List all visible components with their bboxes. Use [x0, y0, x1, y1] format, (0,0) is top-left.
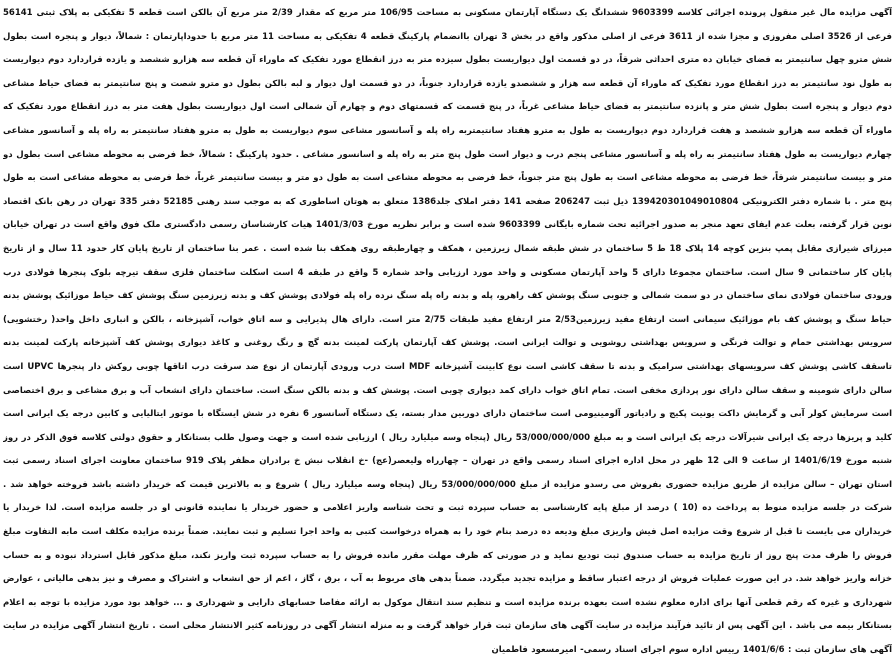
auction-notice-document [3, 2, 892, 669]
auction-notice-text: آگهی مزایده مال غیر منقول پرونده اجرائی کلاسه 9603399 ششدانگ یک دستگاه آپارتمان مسکونی به مساحت 106/95 متر مربع که مقدار 2/39 متر مربع آن بالکن است قطعه 5 تفکیکی به پلاک ثبتی 56141 فرعی از 3526 اصلی مفروزی و مجزا شده از 3611 فرعی از اصلی مذکور واقع در بخش 3 تهران باانضمام پارکینگ قطعه 4 تفکیکی به مساحت 11 متر مربع با حدوداپارتمان : شمالاً، دیوار و پنجره است بطول شش مترو چهل سانتیمتر به فضای خیابان ده متری احداثی شرقاً، در دو قسمت اول دیواریست بطول سیزده متر به درز انقطاع مورد تفکیک که ماوراء آن قطعه سه هزارو ششصد و یازده قراردارد دوم دیواریست به طول نود سانتیمتر به درز انقطاع مورد تفکیک که ماوراء آن قطعه سه هزار و ششصدو یازده قراردارد جنوباً، در دو قسمت اول دیوار و لبه بالکن بطول دو مترو شصت و پنج سانتیمتر به فضای حیاط مشاعی دوم دیوار و پنجره است بطول شش متر و پانزده سانتیمتر به فضای حیاط مشاعی غرباً، در پنج قسمت که قسمتهای دوم و چهارم آن شمالی است اول دیواریست بطول هفت متر به درز انقطاع مورد تفکیک که ماوراء آن قطعه سه هزارو ششصد و هفت قراردارد دوم دیواریست به طول به مترو هفتاد سانتیمتربه راه پله و آسانسور مشاعی سوم دیواریست به طول به مترو هفتاد سانتیمتر به راه پله و آسانسور مشاعی چهارم دیواریست به طول هفتاد سانتیمتر به راه پله و آسانسور مشاعی پنجم درب و دیوار است طول پنج متر به راه پله و اسانسور مشاعی . حدود پارکینگ : شمالاً، خط فرضی به محوطه مشاعی است بطول دو متر و بیست سانتیمتر شرقاً، خط فرضی به محوطه مشاعی است به طول پنج متر جنوباً، خط فرضی به محوطه مشاعی است به طول دو متر و بیست سانتیمتر غرباً، خط فرضی به محوطه مشاعی است به طول پنج متر . با شماره دفتر الکترونیکی 139420301049010804 ذیل ثبت 206247 صفحه 141 دفتر املاک جلد1386 متعلق به هوتان اساطوری که به موجب سند رهنی 52185 دفتر 335 تهران در رهن بانک اقتصاد نوین قرار گرفته، بعلت عدم ایفای تعهد منجر به صدور اجرائیه تحت شماره بایگانی 9603399 شده است و برابر نظریه مورخ 1401/3/03 هیات کارشناسان رسمی دادگستری ملک فوق واقع است در تهران خیابان میرزای شیرازی مقابل پمپ بنزین کوچه 14 پلاک 18 ط 5 ساختمان در شش طبقه شمال زیرزمین ، همکف و چهارطبقه روی همکف بنا شده است . عمر بنا ساختمان از تاریخ پایان کار حدود 11 سال و از تاریخ پایان کار ساختمانی 9 سال است. ساختمان مجموعا دارای 5 واحد آپارتمان مسکونی و واحد مورد ارزیابی واحد شماره 5 واقع در طبقه 4 است اسکلت ساختمان فلزی سقف تیرچه بلوک پنجرها فولادی درب ورودی ساختمان فولادی نمای ساختمان در دو سمت شمالی و جنوبی سنگ پوشش کف راهرو، پله و بدنه راه پله سنگ نرده راه پله فولادی پوشش کف و بدنه زیرزمین سنگ پوشش کف حیاط موزائیک پوشش بدنه حیاط سنگ و پوشش کف بام موزائیک سیمانی است ارتفاع مفید زیرزمین2/53 متر ارتفاع مفید طبقات 2/75 متر است. دارای هال پذیرایی و سه اتاق خواب، آشپزخانه ، بالکن و انباری داخل واحد( رختشویی) سرویس بهداشتی حمام و توالت فرنگی و سرویس بهداشتی روشویی و توالت ایرانی است. پوشش کف آپارتمان پارکت لمینت بدنه گچ و رنگ روغنی و کاغذ دیواری پوشش کف آشپزخانه پارکت لمینت بدنه تاسقف کاشی پوشش کف سرویسهای بهداشتی سرامیک و بدنه تا سقف کاشی است نوع کابینت آشپزخانه MDF است درب ورودی آپارتمان از نوع ضد سرقت درب اتاقها چوبی روکش دار پنجرها UPVC است سالن دارای شومینه و سقف سالن دارای نور پردازی مخفی است. تمام اتاق خواب دارای کمد دیواری چوبی است. پوشش کف و بدنه بالکن سنگ است. ساختمان دارای انشعاب آب و برق مشاعی و برق اختصاصی است سرمایش کولر آبی و گرمایش داکت یونیت پکیج و رادیاتور آلومینیومی است ساختمان دارای دوربین مدار بسته، یک دستگاه آسانسور 6 نفره در شش ایستگاه با موتور ایتالیایی و کابین درجه یک ایرانی است کلید و پریزها درجه یک ایرانی شیرآلات درجه یک ایرانی است و به مبلغ 53/000/000/000 ریال (پنجاه وسه میلیارد ریال ) ارزیابی شده است و جهت وصول طلب بستانکار و حقوق دولتی کلاسه فوق الذکر در روز شنبه مورخ 1401/6/19 از ساعت 9 الی 12 ظهر در محل اداره اجرای اسناد رسمی واقع در تهران – چهارراه ولیعصر(عج) -خ انقلاب نبش خ برادران مظفر پلاک 919 ساختمان معاونت اجرای اسناد رسمی ثبت استان تهران – سالن مزایده از طریق مزایده حضوری بفروش می رسدو مزایده از مبلغ 53/000/000/000 ریال (پنجاه وسه میلیارد ریال ) شروع و به بالاترین قیمت که خریدار داشته باشد فروخته خواهد شد . شرکت در جلسه مزایده منوط به پرداخت ده (10 ) درصد از مبلغ پایه کارشناسی به حساب سپرده ثبت و تحت شناسه واریز اعلامی و حضور خریدار یا نماینده قانونی او در جلسه مزایده است. لذا خریدار یا خریداران می بایست تا قبل از شروع وقت مزایده اصل فیش واریزی مبلغ ودیعه ده درصد بنام خود را به همراه درخواست کتبی به واحد اجرا تسلیم و ثبت نمایند. ضمناً برنده مزایده مکلف است مابه التفاوت مبلغ فروش را ظرف مدت پنج روز از تاریخ مزایده به حساب صندوق ثبت تودیع نماید و در صورتی که ظرف مهلت مقرر مانده فروش را به حساب سپرده ثبت واریز نکند، مبلغ مذکور قابل استرداد نبوده و به حساب خزانه واریز خواهد شد. در این صورت عملیات فروش از درجه اعتبار ساقط و مزایده تجدید میگردد. ضمناً بدهی های مربوط به آب ، برق ، گاز ، اعم از حق انشعاب و اشتراک و مصرف و نیز بدهی مالیاتی ، عوارض شهرداری و غیره که رقم قطعی آنها برای اداره معلوم نشده است بعهده برنده مزایده است و تنظیم سند انتقال موکول به ارائه مفاصا حسابهای دارایی و شهرداری و ... خواهد بود مورد مزایده با توجه به اعلام بستانکار بیمه می باشد . این آگهی پس از تائید فرآیند مزایده در سایت آگهی های سازمان ثبت قرار خواهد گرفت و به منزله انتشار آگهی در روزنامه کثیر الانتشار محلی است . تاریخ انتشار آگهی مزایده در سایت آگهی های سازمان ثبت : 1401/6/6 رییس اداره سوم اجرای اسناد رسمی- امیرمسعود فاطمیان [3, 8, 892, 656]
